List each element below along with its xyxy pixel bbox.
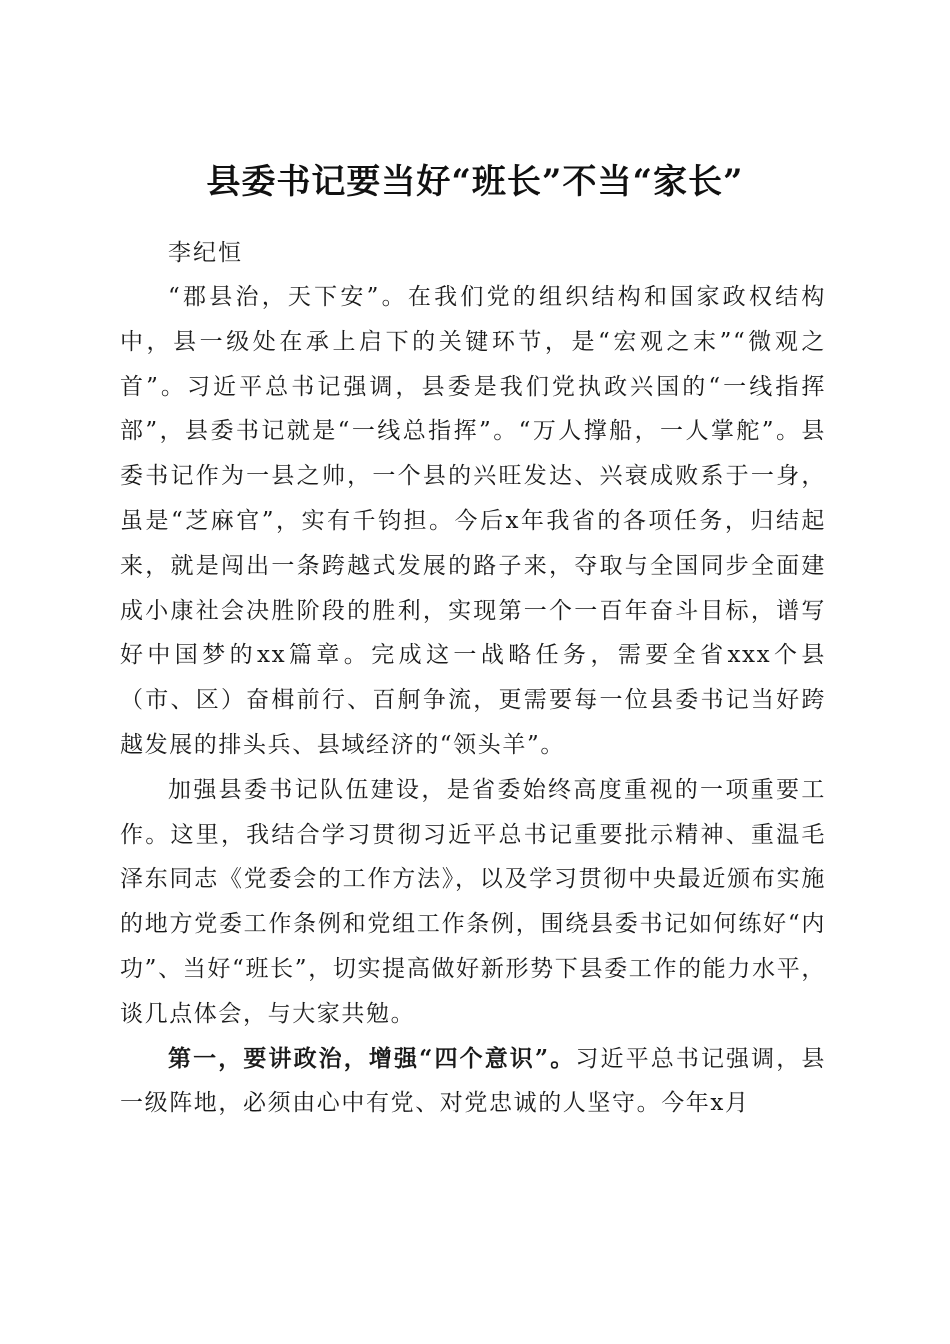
paragraph-text: 习近平总书记强调，县一级阵地，必须由心中有党、对党忠诚的人坚守。今年x月 xyxy=(120,1045,826,1117)
paragraph-lead: 第一，要讲政治，增强“四个意识”。 xyxy=(168,1044,576,1072)
document-title: 县委书记要当好“班长”不当“家长” xyxy=(206,161,744,202)
paragraph-text: 加强县委书记队伍建设，是省委始终高度重视的一项重要工作。这里，我结合学习贯彻习近平总书记重要批示精神、重温毛泽东同志《党委会的工作方法》，以及学习贯彻中央最近颁布实施的地方党委工作条例和党组工作条例，围绕县委书记如何练好“内功”、当好“班长”，切实提高做好新形势下县委工作的能力水平，谈几点体会，与大家共勉。 xyxy=(120,776,826,1027)
paragraph-purpose xyxy=(120,768,826,1037)
paragraph-text: “郡县治，天下安”。在我们党的组织结构和国家政权结构中，县一级处在承上启下的关键环节，是“宏观之末”“微观之首”。习近平总书记强调，县委是我们党执政兴国的“一线指挥部”，县委书记就是“一线总指挥”。“万人撑船，一人掌舵”。县委书记作为一县之帅，一个县的兴旺发达、兴衰成败系于一身，虽是“芝麻官”，实有千钧担。今后x年我省的各项任务，归结起来，就是闯出一条跨越式发展的路子来，夺取与全国同步全面建成小康社会决胜阶段的胜利，实现第一个一百年奋斗目标，谱写好中国梦的xx篇章。完成这一战略任务，需要全省xxx个县（市、区）奋楫前行、百舸争流，更需要每一位县委书记当好跨越发展的排头兵、县域经济的“领头羊”。 xyxy=(120,284,826,758)
document-body xyxy=(120,275,826,1126)
author-name: 李纪恒 xyxy=(168,240,243,266)
paragraph-point-one xyxy=(120,1037,826,1127)
paragraph-intro xyxy=(120,275,826,768)
